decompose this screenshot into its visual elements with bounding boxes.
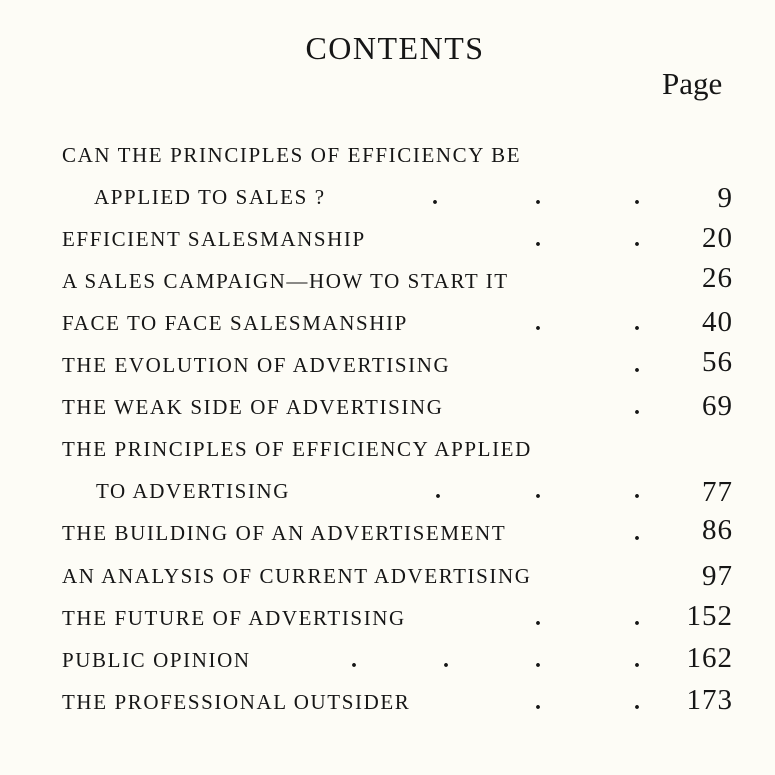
leader-dot: . [435, 478, 441, 504]
leader-dot: . [634, 394, 640, 420]
leader-dot: . [535, 184, 541, 210]
toc-entry-title: PUBLIC OPINION [62, 648, 251, 672]
toc-page-number: 152 [686, 600, 733, 632]
toc-page-number: 69 [702, 390, 733, 422]
toc-entry-title-continued: APPLIED TO SALES ? [94, 185, 326, 209]
leader-dot: . [535, 689, 541, 715]
leader-dot: . [634, 226, 640, 252]
leader-dot: . [634, 647, 640, 673]
toc-entry-title: THE PRINCIPLES OF EFFICIENCY APPLIED [62, 437, 532, 461]
leader-dot: . [535, 478, 541, 504]
toc-page-number: 86 [702, 514, 733, 546]
leader-dot: . [535, 647, 541, 673]
leader-dot: . [634, 310, 640, 336]
toc-page-number: 20 [702, 222, 733, 254]
toc-page-number: 97 [702, 560, 733, 592]
leader-dot: . [432, 184, 438, 210]
toc-entry-title: EFFICIENT SALESMANSHIP [62, 227, 366, 251]
toc-entry-title: AN ANALYSIS OF CURRENT ADVERTISING [62, 564, 532, 588]
toc-entry-title: A SALES CAMPAIGN—HOW TO START IT [62, 269, 509, 293]
leader-dot: . [634, 352, 640, 378]
toc-page-number: 77 [702, 476, 733, 508]
toc-entry-title: CAN THE PRINCIPLES OF EFFICIENCY BE [62, 143, 522, 167]
leader-dot: . [351, 647, 357, 673]
leader-dot: . [443, 647, 449, 673]
toc-page-number: 162 [686, 642, 733, 674]
toc-page-number: 40 [702, 306, 733, 338]
toc-entry-title: THE BUILDING OF AN ADVERTISEMENT [62, 521, 507, 545]
leader-dot: . [634, 689, 640, 715]
toc-entry-title-continued: TO ADVERTISING [96, 479, 290, 503]
toc-entry-title: THE WEAK SIDE OF ADVERTISING [62, 395, 444, 419]
page-title: CONTENTS [305, 30, 485, 66]
toc-entry-title: THE PROFESSIONAL OUTSIDER [62, 690, 411, 714]
leader-dot: . [634, 520, 640, 546]
leader-dot: . [634, 184, 640, 210]
leader-dot: . [535, 605, 541, 631]
leader-dot: . [535, 310, 541, 336]
toc-entry-title: THE EVOLUTION OF ADVERTISING [62, 353, 451, 377]
toc-page-number: 173 [686, 684, 733, 716]
leader-dot: . [535, 226, 541, 252]
toc-page-number: 9 [717, 182, 733, 214]
leader-dot: . [634, 478, 640, 504]
leader-dot: . [634, 605, 640, 631]
toc-entry-title: FACE TO FACE SALESMANSHIP [62, 311, 408, 335]
toc-page-number: 26 [702, 262, 733, 294]
toc-entry-title: THE FUTURE OF ADVERTISING [62, 606, 406, 630]
toc-page-number: 56 [702, 346, 733, 378]
page-column-label: Page [662, 66, 723, 101]
